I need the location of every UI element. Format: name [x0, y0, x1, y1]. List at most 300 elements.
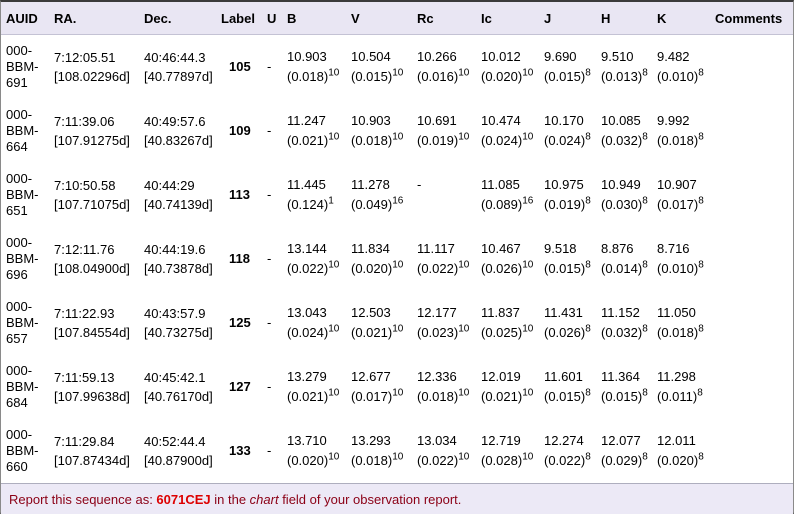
magnitude-value: 10.949	[601, 176, 641, 192]
label-cell: 105	[229, 59, 251, 75]
ic-band-cell	[476, 355, 539, 419]
column-header-comments: Comments	[710, 2, 793, 35]
error-value: (0.021)	[481, 388, 523, 404]
n-observations: 8	[585, 451, 591, 463]
n-observations: 16	[522, 195, 534, 207]
dec-cell	[139, 355, 216, 419]
rc-band-cell	[412, 35, 476, 99]
n-observations: 10	[328, 259, 340, 271]
n-observations: 10	[328, 131, 340, 143]
v-band-cell	[346, 163, 412, 227]
n-observations: 8	[698, 195, 704, 207]
ra-sexagesimal: 7:12:05.51	[54, 49, 116, 65]
n-observations: 10	[392, 259, 404, 271]
dec-cell	[139, 291, 216, 355]
magnitude-error	[351, 259, 408, 279]
error-value: (0.022)	[417, 260, 459, 276]
dec-degrees: [40.76170d]	[144, 388, 213, 404]
magnitude-value: 9.482	[657, 48, 690, 64]
magnitude-error	[481, 195, 535, 215]
magnitude-value: 13.293	[351, 432, 391, 448]
n-observations: 8	[698, 451, 704, 463]
n-observations: 8	[642, 387, 648, 399]
ic-band-cell	[476, 99, 539, 163]
magnitude-error	[417, 67, 472, 87]
sequence-report-footer	[1, 483, 793, 514]
rc-band-cell	[412, 419, 476, 483]
magnitude-error	[481, 323, 535, 343]
h-band-cell	[596, 355, 652, 419]
magnitude-value: 10.170	[544, 112, 584, 128]
magnitude-value: 12.336	[417, 368, 457, 384]
magnitude-error	[481, 131, 535, 151]
magnitude-error	[287, 323, 342, 343]
error-value: (0.015)	[544, 388, 586, 404]
magnitude-error	[657, 67, 706, 87]
magnitude-value: 11.601	[544, 368, 583, 384]
error-value: (0.021)	[351, 324, 393, 340]
dec-sexagesimal: 40:44:19.6	[144, 241, 206, 257]
magnitude-error	[544, 387, 592, 407]
star-row	[1, 355, 793, 419]
n-observations: 10	[392, 387, 404, 399]
magnitude-error	[287, 131, 342, 151]
magnitude-error	[287, 259, 342, 279]
magnitude-error	[417, 131, 472, 151]
ra-cell	[49, 35, 139, 99]
error-value: (0.019)	[417, 132, 459, 148]
n-observations: 10	[458, 67, 470, 79]
h-band-cell	[596, 35, 652, 99]
dec-sexagesimal: 40:46:44.3	[144, 49, 206, 65]
magnitude-error	[657, 451, 706, 471]
footer-text-middle: in the	[210, 491, 250, 507]
magnitude-value: 10.691	[417, 112, 457, 128]
n-observations: 8	[698, 323, 704, 335]
n-observations: 10	[522, 323, 534, 335]
header-row	[1, 2, 793, 35]
magnitude-error	[601, 195, 648, 215]
magnitude-error	[657, 131, 706, 151]
magnitude-value: 13.279	[287, 368, 327, 384]
magnitude-value: 12.719	[481, 432, 521, 448]
u-band-cell: -	[267, 379, 272, 394]
magnitude-value: 10.903	[287, 48, 327, 64]
ra-sexagesimal: 7:11:22.93	[54, 305, 115, 321]
column-header-ra: RA.	[49, 2, 139, 35]
k-band-cell	[652, 291, 710, 355]
error-value: (0.030)	[601, 196, 643, 212]
v-band-cell	[346, 291, 412, 355]
auid-cell: 000-BBM-657	[6, 298, 39, 346]
comments-cell	[710, 355, 793, 419]
magnitude-error	[351, 451, 408, 471]
dec-sexagesimal: 40:52:44.4	[144, 433, 206, 449]
error-value: (0.018)	[657, 324, 699, 340]
b-band-cell	[282, 419, 346, 483]
n-observations: 10	[328, 387, 340, 399]
u-band-cell: -	[267, 443, 272, 458]
error-value: (0.024)	[481, 132, 523, 148]
auid-cell: 000-BBM-684	[6, 362, 39, 410]
magnitude-error	[601, 451, 648, 471]
magnitude-error	[544, 323, 592, 343]
n-observations: 8	[585, 131, 591, 143]
ic-band-cell	[476, 227, 539, 291]
n-observations: 10	[328, 451, 340, 463]
rc-band-cell	[412, 99, 476, 163]
n-observations: 10	[392, 131, 404, 143]
error-value: (0.020)	[657, 452, 699, 468]
magnitude-value: 10.975	[544, 176, 584, 192]
star-row	[1, 291, 793, 355]
label-cell: 109	[229, 123, 251, 138]
error-value: (0.026)	[544, 324, 586, 340]
dec-degrees: [40.77897d]	[144, 68, 213, 84]
dec-sexagesimal: 40:44:29	[144, 177, 195, 193]
magnitude-value: 11.085	[481, 176, 520, 192]
magnitude-value: 13.144	[287, 240, 327, 256]
b-band-cell	[282, 355, 346, 419]
b-band-cell	[282, 227, 346, 291]
n-observations: 10	[522, 387, 534, 399]
n-observations: 8	[642, 259, 648, 271]
footer-text-prefix: Report this sequence as:	[9, 491, 157, 507]
magnitude-error	[601, 67, 648, 87]
ra-cell	[49, 99, 139, 163]
magnitude-value: 11.152	[601, 304, 640, 320]
dec-cell	[139, 99, 216, 163]
ra-degrees: [107.87434d]	[54, 452, 130, 468]
auid-cell: 000-BBM-651	[6, 170, 39, 218]
error-value: (0.015)	[544, 260, 586, 276]
magnitude-error	[351, 67, 408, 87]
n-observations: 8	[698, 67, 704, 79]
error-value: (0.029)	[601, 452, 643, 468]
dec-degrees: [40.83267d]	[144, 132, 213, 148]
magnitude-error	[417, 323, 472, 343]
n-observations: 8	[585, 323, 591, 335]
u-band-cell: -	[267, 315, 272, 330]
error-value: (0.015)	[601, 388, 643, 404]
k-band-cell	[652, 227, 710, 291]
magnitude-error	[351, 195, 408, 215]
h-band-cell	[596, 99, 652, 163]
magnitude-error	[657, 387, 706, 407]
photometry-table	[1, 2, 793, 483]
label-cell: 118	[229, 251, 250, 266]
n-observations: 10	[392, 67, 404, 79]
dec-sexagesimal: 40:43:57.9	[144, 305, 206, 321]
v-band-cell	[346, 419, 412, 483]
ic-band-cell	[476, 419, 539, 483]
magnitude-error	[601, 259, 648, 279]
j-band-cell	[539, 227, 596, 291]
j-band-cell	[539, 163, 596, 227]
error-value: (0.022)	[417, 452, 459, 468]
error-value: (0.020)	[481, 68, 523, 84]
magnitude-error	[601, 131, 648, 151]
ra-sexagesimal: 7:11:59.13	[54, 369, 115, 385]
magnitude-error	[481, 451, 535, 471]
magnitude-value: 8.716	[657, 240, 690, 256]
error-value: (0.017)	[351, 388, 393, 404]
magnitude-value: 8.876	[601, 240, 634, 256]
magnitude-value: 10.504	[351, 48, 391, 64]
n-observations: 8	[585, 67, 591, 79]
magnitude-value: 10.467	[481, 240, 521, 256]
error-value: (0.026)	[481, 260, 523, 276]
magnitude-error	[481, 387, 535, 407]
magnitude-value: 10.474	[481, 112, 521, 128]
u-band-cell: -	[267, 59, 272, 75]
k-band-cell	[652, 99, 710, 163]
magnitude-value: 12.177	[417, 304, 457, 320]
column-header-j: J	[539, 2, 596, 35]
magnitude-value: 12.019	[481, 368, 521, 384]
k-band-cell	[652, 419, 710, 483]
n-observations: 10	[522, 67, 534, 79]
error-value: (0.010)	[657, 68, 699, 84]
error-value: (0.022)	[544, 452, 586, 468]
n-observations: 8	[642, 195, 648, 207]
n-observations: 16	[392, 195, 404, 207]
label-cell: 127	[229, 379, 251, 394]
footer-text-suffix: field of your observation report.	[278, 491, 462, 507]
magnitude-value: 11.278	[351, 176, 390, 192]
ra-degrees: [108.04900d]	[54, 260, 130, 276]
column-header-label: Label	[216, 2, 262, 35]
n-observations: 8	[585, 195, 591, 207]
dec-degrees: [40.73878d]	[144, 260, 213, 276]
ra-degrees: [107.71075d]	[54, 196, 130, 212]
error-value: (0.011)	[657, 388, 698, 404]
ra-degrees: [108.02296d]	[54, 68, 130, 84]
magnitude-error	[601, 387, 648, 407]
j-band-cell	[539, 355, 596, 419]
n-observations: 8	[642, 67, 648, 79]
auid-cell: 000-BBM-691	[6, 42, 39, 90]
error-value: (0.022)	[287, 260, 329, 276]
magnitude-value: 11.247	[287, 112, 326, 128]
dec-degrees: [40.74139d]	[144, 196, 213, 212]
magnitude-value: 11.050	[657, 304, 696, 320]
b-band-cell	[282, 35, 346, 99]
error-value: (0.024)	[287, 324, 329, 340]
rc-band-cell	[412, 355, 476, 419]
magnitude-value: -	[417, 176, 422, 192]
star-row	[1, 99, 793, 163]
u-band-cell: -	[267, 123, 272, 138]
ra-degrees: [107.91275d]	[54, 132, 130, 148]
error-value: (0.018)	[287, 68, 329, 84]
v-band-cell	[346, 35, 412, 99]
error-value: (0.013)	[601, 68, 643, 84]
magnitude-error	[481, 67, 535, 87]
column-header-auid: AUID	[1, 2, 49, 35]
magnitude-error	[657, 259, 706, 279]
error-value: (0.018)	[351, 132, 393, 148]
magnitude-error	[287, 387, 342, 407]
dec-cell	[139, 35, 216, 99]
n-observations: 10	[328, 67, 340, 79]
magnitude-value: 10.012	[481, 48, 521, 64]
n-observations: 10	[522, 259, 534, 271]
comments-cell	[710, 35, 793, 99]
error-value: (0.018)	[657, 132, 699, 148]
n-observations: 8	[698, 131, 704, 143]
b-band-cell	[282, 163, 346, 227]
magnitude-value: 9.690	[544, 48, 577, 64]
column-header-u: U	[262, 2, 282, 35]
ra-sexagesimal: 7:11:39.06	[54, 113, 115, 129]
error-value: (0.024)	[544, 132, 586, 148]
magnitude-error	[351, 387, 408, 407]
j-band-cell	[539, 99, 596, 163]
magnitude-value: 9.510	[601, 48, 634, 64]
dec-sexagesimal: 40:45:42.1	[144, 369, 206, 385]
star-row	[1, 227, 793, 291]
u-band-cell: -	[267, 251, 272, 266]
n-observations: 8	[585, 259, 591, 271]
column-header-h: H	[596, 2, 652, 35]
k-band-cell	[652, 163, 710, 227]
dec-cell	[139, 419, 216, 483]
n-observations: 8	[698, 259, 704, 271]
v-band-cell	[346, 227, 412, 291]
dec-sexagesimal: 40:49:57.6	[144, 113, 206, 129]
n-observations: 8	[642, 131, 648, 143]
error-value: (0.023)	[417, 324, 459, 340]
magnitude-error	[481, 259, 535, 279]
k-band-cell	[652, 355, 710, 419]
error-value: (0.020)	[287, 452, 329, 468]
column-header-v: V	[346, 2, 412, 35]
n-observations: 10	[392, 323, 404, 335]
magnitude-value: 10.266	[417, 48, 457, 64]
n-observations: 10	[458, 451, 470, 463]
ra-degrees: [107.84554d]	[54, 324, 130, 340]
magnitude-error	[657, 195, 706, 215]
error-value: (0.018)	[417, 388, 459, 404]
error-value: (0.015)	[351, 68, 393, 84]
n-observations: 10	[328, 323, 340, 335]
v-band-cell	[346, 99, 412, 163]
ic-band-cell	[476, 291, 539, 355]
comments-cell	[710, 227, 793, 291]
magnitude-error	[417, 451, 472, 471]
magnitude-value: 10.907	[657, 176, 697, 192]
column-header-ic: Ic	[476, 2, 539, 35]
column-header-k: K	[652, 2, 710, 35]
b-band-cell	[282, 291, 346, 355]
h-band-cell	[596, 291, 652, 355]
ra-sexagesimal: 7:12:11.76	[54, 241, 115, 257]
error-value: (0.089)	[481, 196, 523, 212]
j-band-cell	[539, 419, 596, 483]
magnitude-value: 12.274	[544, 432, 584, 448]
h-band-cell	[596, 163, 652, 227]
n-observations: 10	[392, 451, 404, 463]
auid-cell: 000-BBM-664	[6, 106, 39, 154]
magnitude-value: 12.677	[351, 368, 391, 384]
error-value: (0.010)	[657, 260, 699, 276]
error-value: (0.020)	[351, 260, 393, 276]
error-value: (0.021)	[287, 132, 329, 148]
magnitude-value: 13.034	[417, 432, 457, 448]
ic-band-cell	[476, 35, 539, 99]
magnitude-value: 11.298	[657, 368, 696, 384]
auid-cell: 000-BBM-696	[6, 234, 39, 282]
star-row	[1, 419, 793, 483]
magnitude-error	[544, 67, 592, 87]
h-band-cell	[596, 227, 652, 291]
chart-field-word: chart	[249, 491, 279, 507]
magnitude-error	[351, 131, 408, 151]
magnitude-error	[544, 195, 592, 215]
error-value: (0.032)	[601, 324, 643, 340]
magnitude-error	[287, 67, 342, 87]
magnitude-value: 10.903	[351, 112, 391, 128]
ra-cell	[49, 419, 139, 483]
error-value: (0.018)	[351, 452, 393, 468]
error-value: (0.017)	[657, 196, 699, 212]
error-value: (0.019)	[544, 196, 586, 212]
comments-cell	[710, 99, 793, 163]
magnitude-error	[657, 323, 706, 343]
rc-band-cell	[412, 227, 476, 291]
error-value: (0.021)	[287, 388, 329, 404]
comments-cell	[710, 419, 793, 483]
b-band-cell	[282, 99, 346, 163]
magnitude-value: 12.011	[657, 432, 696, 448]
magnitude-error	[601, 323, 648, 343]
ra-sexagesimal: 7:11:29.84	[54, 433, 115, 449]
n-observations: 10	[458, 259, 470, 271]
magnitude-value: 11.431	[544, 304, 583, 320]
comments-cell	[710, 163, 793, 227]
ra-cell	[49, 355, 139, 419]
error-value: (0.049)	[351, 196, 393, 212]
table-body	[1, 35, 793, 483]
dec-degrees: [40.73275d]	[144, 324, 213, 340]
magnitude-value: 13.710	[287, 432, 327, 448]
magnitude-value: 13.043	[287, 304, 327, 320]
ra-cell	[49, 291, 139, 355]
label-cell: 133	[229, 443, 251, 458]
star-row	[1, 35, 793, 99]
k-band-cell	[652, 35, 710, 99]
label-cell: 125	[229, 315, 251, 330]
n-observations: 1	[328, 195, 334, 207]
n-observations: 10	[458, 131, 470, 143]
magnitude-value: 11.834	[351, 240, 390, 256]
magnitude-error	[417, 195, 472, 215]
u-band-cell: -	[267, 187, 272, 202]
ra-cell	[49, 227, 139, 291]
magnitude-error	[417, 259, 472, 279]
magnitude-value: 12.503	[351, 304, 391, 320]
n-observations: 8	[642, 451, 648, 463]
n-observations: 8	[585, 387, 591, 399]
magnitude-value: 9.518	[544, 240, 577, 256]
column-header-rc: Rc	[412, 2, 476, 35]
n-observations: 10	[522, 451, 534, 463]
dec-cell	[139, 227, 216, 291]
j-band-cell	[539, 291, 596, 355]
column-header-dec: Dec.	[139, 2, 216, 35]
n-observations: 8	[642, 323, 648, 335]
